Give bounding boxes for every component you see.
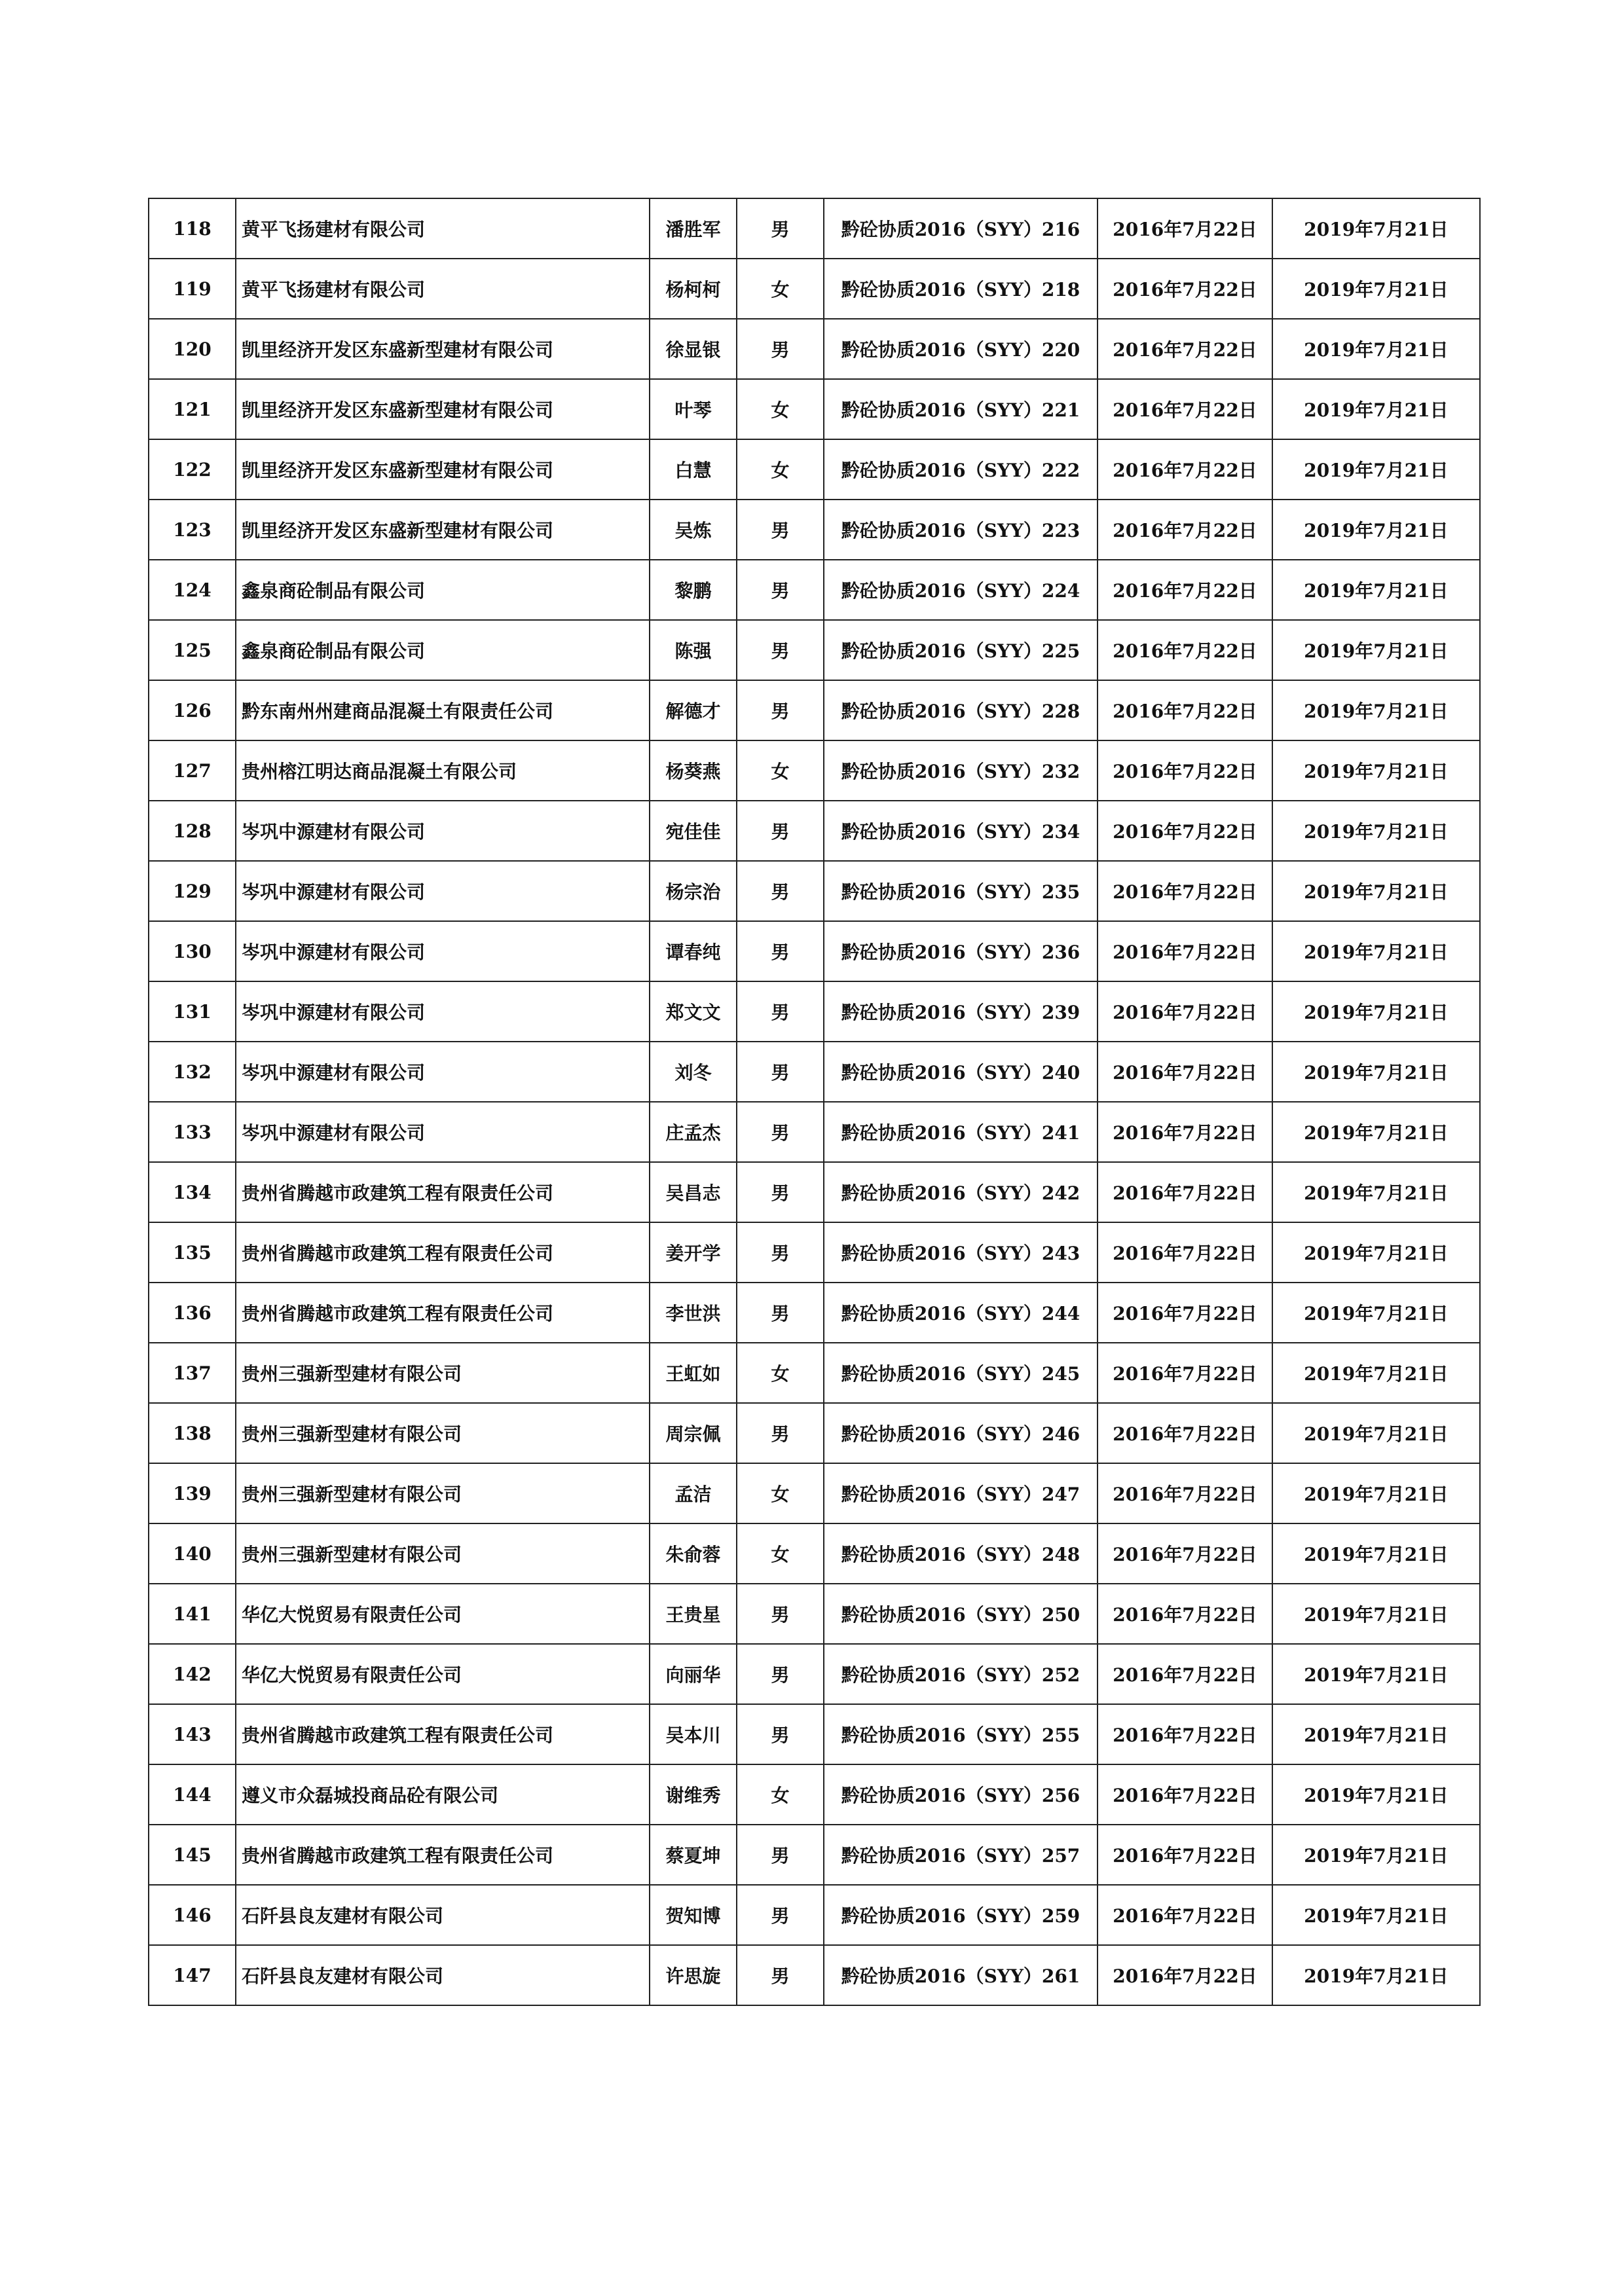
roster-body [149,198,1480,2005]
row-number-cell: 143 [149,1704,236,1764]
row-number-cell: 120 [149,319,236,379]
gender-cell: 男 [737,1162,824,1222]
expire-date-cell: 2019年7月21日 [1272,1162,1480,1222]
certificate-number-cell: 黔砼协质2016（SYY）235 [824,861,1098,921]
table-row [149,439,1480,500]
row-number-cell: 119 [149,259,236,319]
issue-date-cell: 2016年7月22日 [1098,620,1272,680]
issue-date-cell: 2016年7月22日 [1098,1584,1272,1644]
certificate-number-cell: 黔砼协质2016（SYY）240 [824,1042,1098,1102]
company-name-cell: 遵义市众磊城投商品砼有限公司 [236,1764,650,1825]
table-row [149,1945,1480,2005]
person-name-cell: 宛佳佳 [650,801,737,861]
certificate-number-cell: 黔砼协质2016（SYY）247 [824,1463,1098,1523]
person-name-cell: 谭春纯 [650,921,737,981]
certificate-number-cell: 黔砼协质2016（SYY）222 [824,439,1098,500]
certificate-number-cell: 黔砼协质2016（SYY）245 [824,1343,1098,1403]
person-name-cell: 王虹如 [650,1343,737,1403]
table-row [149,1102,1480,1162]
table-row [149,1162,1480,1222]
certificate-number-cell: 黔砼协质2016（SYY）236 [824,921,1098,981]
company-name-cell: 石阡县良友建材有限公司 [236,1945,650,2005]
table-row [149,1523,1480,1584]
certificate-number-cell: 黔砼协质2016（SYY）261 [824,1945,1098,2005]
table-row [149,1764,1480,1825]
company-name-cell: 鑫泉商砼制品有限公司 [236,620,650,680]
gender-cell: 男 [737,1945,824,2005]
gender-cell: 女 [737,1764,824,1825]
table-row [149,680,1480,740]
company-name-cell: 黔东南州州建商品混凝土有限责任公司 [236,680,650,740]
gender-cell: 男 [737,620,824,680]
gender-cell: 男 [737,680,824,740]
issue-date-cell: 2016年7月22日 [1098,861,1272,921]
gender-cell: 男 [737,500,824,560]
company-name-cell: 岑巩中源建材有限公司 [236,921,650,981]
table-row [149,1403,1480,1463]
company-name-cell: 凯里经济开发区东盛新型建材有限公司 [236,500,650,560]
certificate-number-cell: 黔砼协质2016（SYY）257 [824,1825,1098,1885]
issue-date-cell: 2016年7月22日 [1098,1764,1272,1825]
gender-cell: 女 [737,1463,824,1523]
row-number-cell: 127 [149,740,236,801]
company-name-cell: 凯里经济开发区东盛新型建材有限公司 [236,439,650,500]
expire-date-cell: 2019年7月21日 [1272,439,1480,500]
certificate-number-cell: 黔砼协质2016（SYY）250 [824,1584,1098,1644]
row-number-cell: 124 [149,560,236,620]
gender-cell: 男 [737,1704,824,1764]
certificate-number-cell: 黔砼协质2016（SYY）232 [824,740,1098,801]
table-row [149,620,1480,680]
issue-date-cell: 2016年7月22日 [1098,439,1272,500]
table-row [149,1222,1480,1283]
issue-date-cell: 2016年7月22日 [1098,198,1272,259]
gender-cell: 女 [737,259,824,319]
company-name-cell: 鑫泉商砼制品有限公司 [236,560,650,620]
issue-date-cell: 2016年7月22日 [1098,740,1272,801]
gender-cell: 男 [737,1283,824,1343]
issue-date-cell: 2016年7月22日 [1098,500,1272,560]
person-name-cell: 吴本川 [650,1704,737,1764]
table-row [149,1704,1480,1764]
expire-date-cell: 2019年7月21日 [1272,740,1480,801]
expire-date-cell: 2019年7月21日 [1272,1403,1480,1463]
issue-date-cell: 2016年7月22日 [1098,1523,1272,1584]
gender-cell: 男 [737,1222,824,1283]
expire-date-cell: 2019年7月21日 [1272,560,1480,620]
company-name-cell: 贵州省腾越市政建筑工程有限责任公司 [236,1222,650,1283]
gender-cell: 男 [737,861,824,921]
company-name-cell: 岑巩中源建材有限公司 [236,981,650,1042]
expire-date-cell: 2019年7月21日 [1272,1764,1480,1825]
gender-cell: 女 [737,379,824,439]
row-number-cell: 131 [149,981,236,1042]
table-row [149,1644,1480,1704]
person-name-cell: 贺知博 [650,1885,737,1945]
company-name-cell: 贵州三强新型建材有限公司 [236,1463,650,1523]
issue-date-cell: 2016年7月22日 [1098,981,1272,1042]
company-name-cell: 岑巩中源建材有限公司 [236,861,650,921]
row-number-cell: 136 [149,1283,236,1343]
row-number-cell: 122 [149,439,236,500]
person-name-cell: 许思旋 [650,1945,737,2005]
issue-date-cell: 2016年7月22日 [1098,1102,1272,1162]
gender-cell: 男 [737,801,824,861]
certificate-number-cell: 黔砼协质2016（SYY）243 [824,1222,1098,1283]
company-name-cell: 贵州三强新型建材有限公司 [236,1403,650,1463]
certificate-number-cell: 黔砼协质2016（SYY）218 [824,259,1098,319]
person-name-cell: 黎鹏 [650,560,737,620]
company-name-cell: 贵州省腾越市政建筑工程有限责任公司 [236,1825,650,1885]
issue-date-cell: 2016年7月22日 [1098,379,1272,439]
company-name-cell: 岑巩中源建材有限公司 [236,801,650,861]
certificate-number-cell: 黔砼协质2016（SYY）221 [824,379,1098,439]
table-row [149,1463,1480,1523]
expire-date-cell: 2019年7月21日 [1272,1825,1480,1885]
gender-cell: 女 [737,439,824,500]
expire-date-cell: 2019年7月21日 [1272,620,1480,680]
certificate-number-cell: 黔砼协质2016（SYY）224 [824,560,1098,620]
certificate-number-cell: 黔砼协质2016（SYY）228 [824,680,1098,740]
person-name-cell: 李世洪 [650,1283,737,1343]
expire-date-cell: 2019年7月21日 [1272,259,1480,319]
row-number-cell: 123 [149,500,236,560]
person-name-cell: 周宗佩 [650,1403,737,1463]
company-name-cell: 石阡县良友建材有限公司 [236,1885,650,1945]
row-number-cell: 126 [149,680,236,740]
issue-date-cell: 2016年7月22日 [1098,319,1272,379]
row-number-cell: 142 [149,1644,236,1704]
gender-cell: 男 [737,1825,824,1885]
certificate-number-cell: 黔砼协质2016（SYY）242 [824,1162,1098,1222]
certificate-number-cell: 黔砼协质2016（SYY）252 [824,1644,1098,1704]
person-name-cell: 吴炼 [650,500,737,560]
row-number-cell: 134 [149,1162,236,1222]
person-name-cell: 刘冬 [650,1042,737,1102]
expire-date-cell: 2019年7月21日 [1272,379,1480,439]
person-name-cell: 潘胜军 [650,198,737,259]
expire-date-cell: 2019年7月21日 [1272,680,1480,740]
gender-cell: 男 [737,1403,824,1463]
issue-date-cell: 2016年7月22日 [1098,1042,1272,1102]
issue-date-cell: 2016年7月22日 [1098,259,1272,319]
expire-date-cell: 2019年7月21日 [1272,1523,1480,1584]
table-row [149,981,1480,1042]
expire-date-cell: 2019年7月21日 [1272,1885,1480,1945]
expire-date-cell: 2019年7月21日 [1272,1463,1480,1523]
company-name-cell: 黄平飞扬建材有限公司 [236,259,650,319]
certificate-number-cell: 黔砼协质2016（SYY）259 [824,1885,1098,1945]
certificate-number-cell: 黔砼协质2016（SYY）241 [824,1102,1098,1162]
person-name-cell: 叶琴 [650,379,737,439]
gender-cell: 男 [737,921,824,981]
gender-cell: 女 [737,1343,824,1403]
row-number-cell: 125 [149,620,236,680]
expire-date-cell: 2019年7月21日 [1272,1102,1480,1162]
expire-date-cell: 2019年7月21日 [1272,1042,1480,1102]
person-name-cell: 杨葵燕 [650,740,737,801]
company-name-cell: 贵州三强新型建材有限公司 [236,1523,650,1584]
expire-date-cell: 2019年7月21日 [1272,1704,1480,1764]
person-name-cell: 杨柯柯 [650,259,737,319]
person-name-cell: 吴昌志 [650,1162,737,1222]
expire-date-cell: 2019年7月21日 [1272,1222,1480,1283]
expire-date-cell: 2019年7月21日 [1272,1584,1480,1644]
company-name-cell: 凯里经济开发区东盛新型建材有限公司 [236,319,650,379]
person-name-cell: 解德才 [650,680,737,740]
person-name-cell: 向丽华 [650,1644,737,1704]
certificate-number-cell: 黔砼协质2016（SYY）248 [824,1523,1098,1584]
company-name-cell: 贵州三强新型建材有限公司 [236,1343,650,1403]
company-name-cell: 黄平飞扬建材有限公司 [236,198,650,259]
certificate-number-cell: 黔砼协质2016（SYY）225 [824,620,1098,680]
issue-date-cell: 2016年7月22日 [1098,1704,1272,1764]
person-name-cell: 朱俞蓉 [650,1523,737,1584]
issue-date-cell: 2016年7月22日 [1098,1885,1272,1945]
person-name-cell: 白慧 [650,439,737,500]
person-name-cell: 姜开学 [650,1222,737,1283]
company-name-cell: 华亿大悦贸易有限责任公司 [236,1644,650,1704]
person-name-cell: 谢维秀 [650,1764,737,1825]
certificate-number-cell: 黔砼协质2016（SYY）244 [824,1283,1098,1343]
table-row [149,740,1480,801]
issue-date-cell: 2016年7月22日 [1098,801,1272,861]
row-number-cell: 132 [149,1042,236,1102]
expire-date-cell: 2019年7月21日 [1272,198,1480,259]
certificate-number-cell: 黔砼协质2016（SYY）246 [824,1403,1098,1463]
row-number-cell: 141 [149,1584,236,1644]
row-number-cell: 135 [149,1222,236,1283]
gender-cell: 男 [737,560,824,620]
company-name-cell: 岑巩中源建材有限公司 [236,1042,650,1102]
row-number-cell: 140 [149,1523,236,1584]
expire-date-cell: 2019年7月21日 [1272,1644,1480,1704]
table-row [149,379,1480,439]
person-name-cell: 陈强 [650,620,737,680]
table-row [149,500,1480,560]
issue-date-cell: 2016年7月22日 [1098,1825,1272,1885]
gender-cell: 女 [737,1523,824,1584]
gender-cell: 男 [737,1885,824,1945]
row-number-cell: 118 [149,198,236,259]
gender-cell: 男 [737,1584,824,1644]
expire-date-cell: 2019年7月21日 [1272,319,1480,379]
table-row [149,1042,1480,1102]
expire-date-cell: 2019年7月21日 [1272,1945,1480,2005]
row-number-cell: 139 [149,1463,236,1523]
issue-date-cell: 2016年7月22日 [1098,1162,1272,1222]
row-number-cell: 146 [149,1885,236,1945]
company-name-cell: 华亿大悦贸易有限责任公司 [236,1584,650,1644]
certificate-number-cell: 黔砼协质2016（SYY）255 [824,1704,1098,1764]
person-name-cell: 蔡夏坤 [650,1825,737,1885]
table-row [149,1584,1480,1644]
table-row [149,861,1480,921]
table-row [149,560,1480,620]
row-number-cell: 145 [149,1825,236,1885]
person-name-cell: 徐显银 [650,319,737,379]
issue-date-cell: 2016年7月22日 [1098,1945,1272,2005]
company-name-cell: 岑巩中源建材有限公司 [236,1102,650,1162]
table-row [149,1885,1480,1945]
row-number-cell: 137 [149,1343,236,1403]
certificate-number-cell: 黔砼协质2016（SYY）216 [824,198,1098,259]
issue-date-cell: 2016年7月22日 [1098,1463,1272,1523]
issue-date-cell: 2016年7月22日 [1098,1222,1272,1283]
expire-date-cell: 2019年7月21日 [1272,1343,1480,1403]
gender-cell: 男 [737,1102,824,1162]
certificate-roster-table [148,198,1481,2006]
expire-date-cell: 2019年7月21日 [1272,801,1480,861]
expire-date-cell: 2019年7月21日 [1272,921,1480,981]
company-name-cell: 凯里经济开发区东盛新型建材有限公司 [236,379,650,439]
person-name-cell: 杨宗治 [650,861,737,921]
table-row [149,1283,1480,1343]
certificate-number-cell: 黔砼协质2016（SYY）220 [824,319,1098,379]
row-number-cell: 130 [149,921,236,981]
issue-date-cell: 2016年7月22日 [1098,1403,1272,1463]
company-name-cell: 贵州省腾越市政建筑工程有限责任公司 [236,1162,650,1222]
issue-date-cell: 2016年7月22日 [1098,560,1272,620]
gender-cell: 男 [737,1644,824,1704]
certificate-number-cell: 黔砼协质2016（SYY）223 [824,500,1098,560]
issue-date-cell: 2016年7月22日 [1098,680,1272,740]
company-name-cell: 贵州榕江明达商品混凝土有限公司 [236,740,650,801]
certificate-roster-sheet [148,198,1479,2006]
row-number-cell: 144 [149,1764,236,1825]
table-row [149,259,1480,319]
row-number-cell: 147 [149,1945,236,2005]
certificate-number-cell: 黔砼协质2016（SYY）239 [824,981,1098,1042]
expire-date-cell: 2019年7月21日 [1272,1283,1480,1343]
issue-date-cell: 2016年7月22日 [1098,921,1272,981]
gender-cell: 男 [737,981,824,1042]
row-number-cell: 128 [149,801,236,861]
issue-date-cell: 2016年7月22日 [1098,1644,1272,1704]
row-number-cell: 133 [149,1102,236,1162]
company-name-cell: 贵州省腾越市政建筑工程有限责任公司 [236,1283,650,1343]
table-row [149,1343,1480,1403]
person-name-cell: 郑文文 [650,981,737,1042]
issue-date-cell: 2016年7月22日 [1098,1343,1272,1403]
gender-cell: 男 [737,319,824,379]
gender-cell: 男 [737,198,824,259]
row-number-cell: 138 [149,1403,236,1463]
issue-date-cell: 2016年7月22日 [1098,1283,1272,1343]
row-number-cell: 129 [149,861,236,921]
table-row [149,319,1480,379]
expire-date-cell: 2019年7月21日 [1272,500,1480,560]
person-name-cell: 王贵星 [650,1584,737,1644]
person-name-cell: 庄孟杰 [650,1102,737,1162]
table-row [149,198,1480,259]
row-number-cell: 121 [149,379,236,439]
certificate-number-cell: 黔砼协质2016（SYY）256 [824,1764,1098,1825]
table-row [149,1825,1480,1885]
table-row [149,921,1480,981]
person-name-cell: 孟洁 [650,1463,737,1523]
table-row [149,801,1480,861]
gender-cell: 男 [737,1042,824,1102]
gender-cell: 女 [737,740,824,801]
certificate-number-cell: 黔砼协质2016（SYY）234 [824,801,1098,861]
company-name-cell: 贵州省腾越市政建筑工程有限责任公司 [236,1704,650,1764]
expire-date-cell: 2019年7月21日 [1272,861,1480,921]
expire-date-cell: 2019年7月21日 [1272,981,1480,1042]
